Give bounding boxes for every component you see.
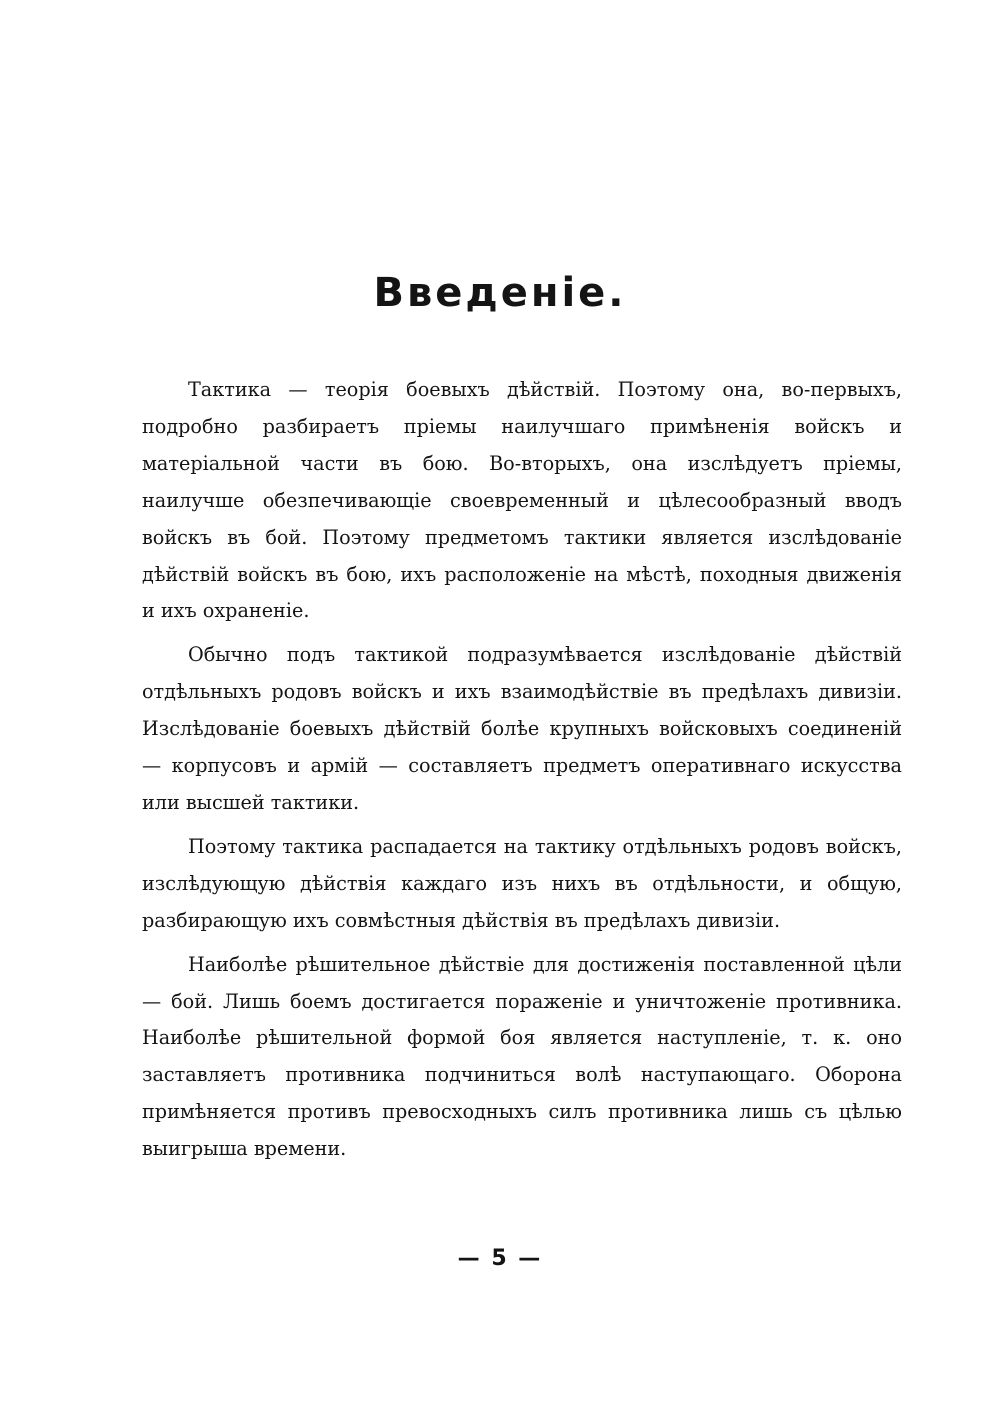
body-text [142,372,902,1175]
paragraph-1: Тактика — теорія боевыхъ дѣйствій. Поэтому она, во-первыхъ, подробно разбираетъ пріемы наилучшаго примѣненія войскъ и матеріальной части въ бою. Во-вторыхъ, она изслѣдуетъ пріемы, наилучше обезпечивающіе своевременный и цѣлесообразный вводъ войскъ въ бой. Поэтому предметомъ тактики является изслѣдованіе дѣйствій войскъ въ бою, ихъ расположеніе на мѣстѣ, походныя движенія и ихъ охраненіе. [142,378,902,623]
paragraph-2: Обычно подъ тактикой подразумѣвается изслѣдованіе дѣйствій отдѣльныхъ родовъ войскъ и ихъ взаимодѣйствіе въ предѣлахъ дивизіи. Изслѣдованіе боевыхъ дѣйствій болѣе крупныхъ войсковыхъ соединеній — корпусовъ и армій — составляетъ предметъ оперативнаго искусства или высшей тактики. [142,643,902,814]
page-number: — 5 — [457,1246,543,1271]
paragraph-3: Поэтому тактика распадается на тактику отдѣльныхъ родовъ войскъ, изслѣдующую дѣйствія каждаго изъ нихъ въ отдѣльности, и общую, разбирающую ихъ совмѣстныя дѣйствія въ предѣлахъ дивизіи. [142,834,902,932]
paragraph-4: Наиболѣе рѣшительное дѣйствіе для достиженія поставленной цѣли — бой. Лишь боемъ достигается пораженіе и уничтоженіе противника. Наиболѣе рѣшительной формой боя является наступленіе, т. к. оно заставляетъ противника подчиниться волѣ наступающаго. Оборона примѣняется противъ превосходныхъ силъ противника лишь съ цѣлью выигрыша времени. [142,952,902,1161]
page-title: Введеніе. [373,270,627,316]
